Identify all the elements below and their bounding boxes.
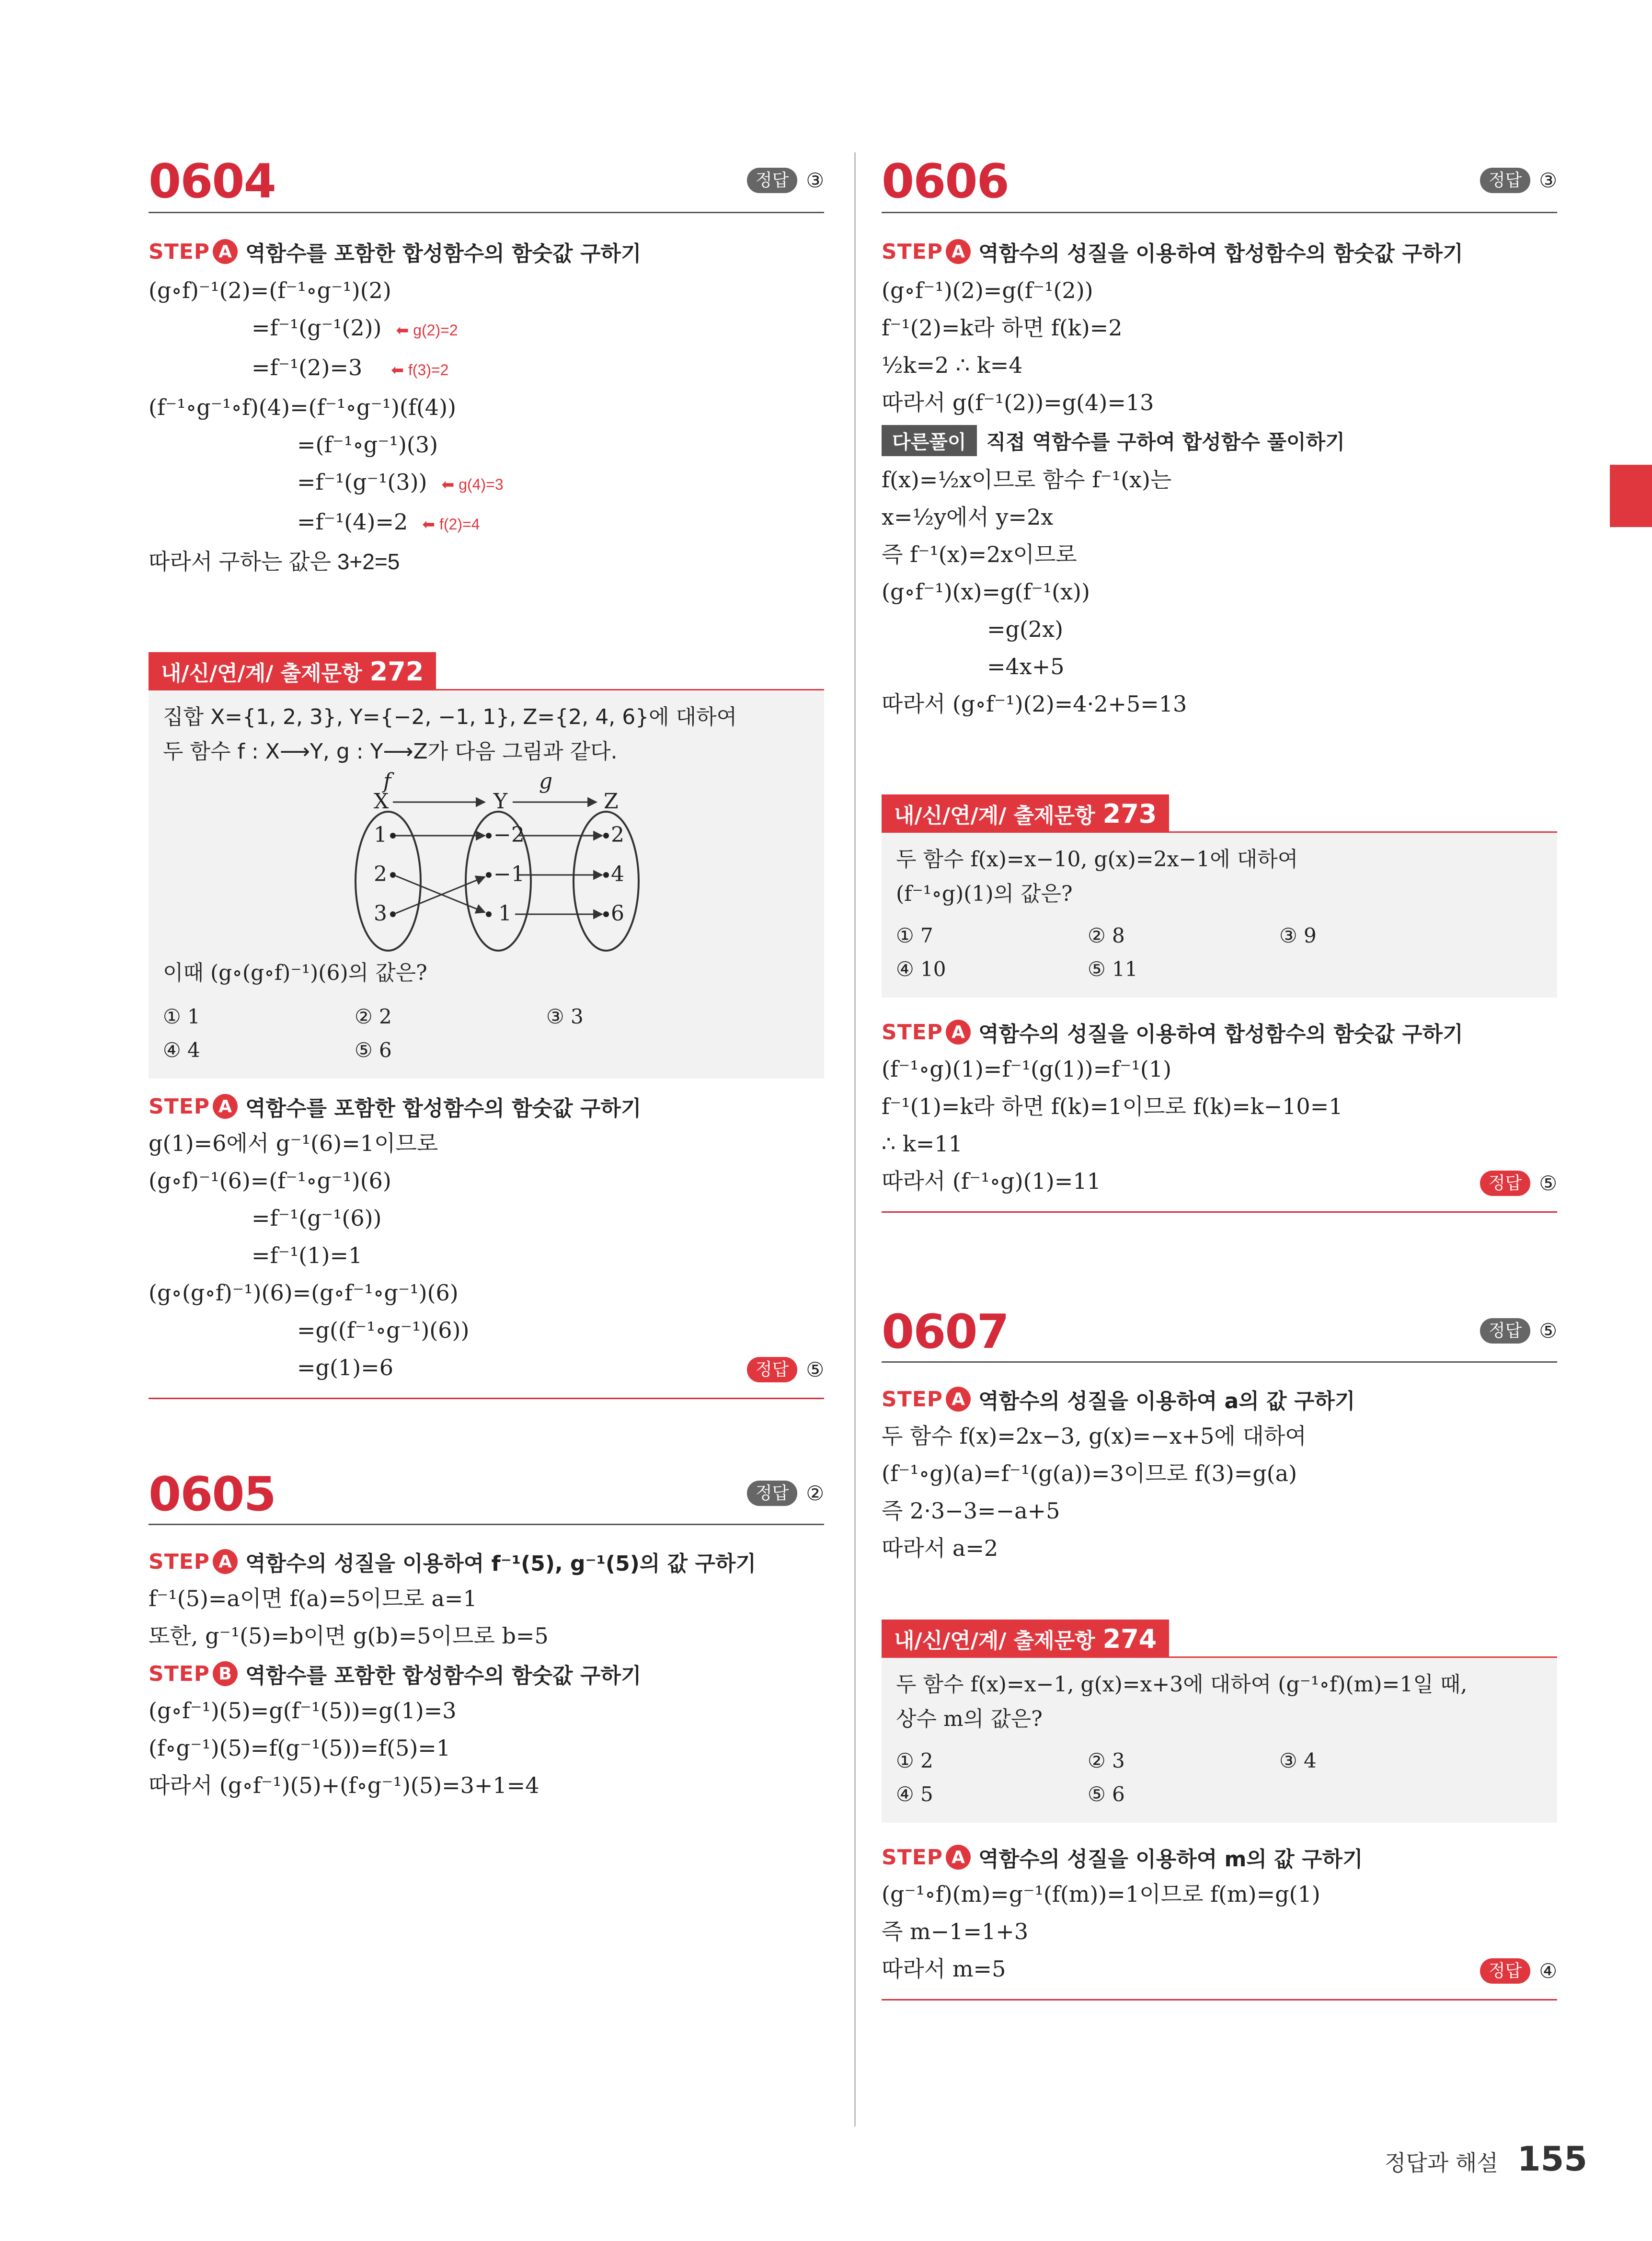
answer-value: ⑤ — [806, 1358, 824, 1381]
point — [603, 872, 609, 878]
line: 따라서 a=2 — [882, 1535, 998, 1561]
step-heading — [882, 236, 1557, 267]
choice: ① 1 — [163, 1005, 200, 1028]
hint-note: ⬅ g(4)=3 — [441, 476, 504, 493]
answer-choices — [896, 1744, 1543, 1811]
answer-indicator — [1480, 1171, 1557, 1196]
band-number: 272 — [369, 656, 424, 687]
alt-title: 직접 역함수를 구하여 합성함수 풀이하기 — [986, 430, 1345, 454]
alternative-solution-heading — [882, 425, 1557, 456]
question-text: 상수 m의 값은? — [896, 1707, 1043, 1731]
section-rule — [882, 1361, 1557, 1363]
mapping-arrow — [396, 877, 485, 913]
point — [486, 872, 492, 878]
choice: ③ 4 — [1279, 1749, 1317, 1772]
right-column — [882, 144, 1557, 2000]
answer-indicator — [747, 1481, 824, 1506]
line: 즉 2·3−3=−a+5 — [882, 1498, 1060, 1524]
set-x-ellipse — [356, 812, 421, 951]
question-text: (f⁻¹∘g)(1)의 값은? — [896, 882, 1073, 906]
left-column — [149, 144, 824, 1804]
step-heading — [882, 1842, 1557, 1873]
line: =f⁻¹(1)=1 — [252, 1242, 363, 1268]
footer-label: 정답과 해설 — [1385, 2150, 1498, 2176]
step-heading — [882, 1384, 1557, 1414]
solution-lines — [882, 1417, 1557, 1567]
choice: ④ 10 — [896, 957, 946, 981]
line: 따라서 (g∘f⁻¹)(5)+(f∘g⁻¹)(5)=3+1=4 — [149, 1772, 539, 1798]
line: (g∘f⁻¹)(x)=g(f⁻¹(x)) — [882, 579, 1090, 605]
point — [603, 833, 609, 839]
line: 따라서 구하는 값은 3+2=5 — [149, 549, 400, 574]
section-rule — [882, 212, 1557, 213]
line: ∴ k=11 — [882, 1131, 963, 1157]
line: (g∘f⁻¹)(2)=g(f⁻¹(2)) — [882, 277, 1093, 303]
problem-number: 0605 — [149, 1467, 275, 1522]
answer-choices — [163, 1000, 810, 1067]
function-mapping-diagram — [163, 771, 805, 953]
answer-indicator — [1480, 1958, 1557, 1984]
line: (f∘g⁻¹)(5)=f(g⁻¹(5))=f(5)=1 — [149, 1735, 451, 1761]
step-heading — [149, 236, 824, 267]
y-element: −2 — [493, 823, 525, 847]
line: f(x)=½x이므로 함수 f⁻¹(x)는 — [882, 467, 1172, 493]
solution-274 — [882, 1842, 1557, 1988]
choice: ③ 9 — [1279, 924, 1317, 947]
answer-indicator — [747, 1357, 824, 1382]
point — [603, 911, 609, 917]
f-label: f — [383, 771, 391, 793]
line: 따라서 (g∘f⁻¹)(2)=4·2+5=13 — [882, 691, 1187, 717]
answer-pill: 정답 — [747, 1357, 798, 1382]
line: f⁻¹(5)=a이면 f(a)=5이므로 a=1 — [149, 1586, 477, 1611]
linked-problem-band — [882, 1620, 1169, 1658]
hint-note: ⬅ f(3)=2 — [391, 361, 449, 379]
answer-value: ③ — [806, 169, 824, 192]
step-letter-badge: A — [946, 1845, 971, 1870]
answer-value: ⑤ — [1539, 1319, 1557, 1343]
choice: ④ 4 — [163, 1038, 200, 1062]
answer-choices — [896, 919, 1543, 986]
line: (g∘f)⁻¹(6)=(f⁻¹∘g⁻¹)(6) — [149, 1168, 391, 1194]
answer-indicator — [747, 168, 824, 193]
choice: ① 2 — [896, 1749, 933, 1772]
problem-0604 — [149, 144, 824, 209]
question-text: 두 함수 f(x)=x−10, g(x)=2x−1에 대하여 — [896, 847, 1298, 872]
g-label: g — [539, 771, 553, 793]
line: (f⁻¹∘g)(a)=f⁻¹(g(a))=3이므로 f(3)=g(a) — [882, 1460, 1297, 1486]
line: 따라서 (f⁻¹∘g)(1)=11 — [882, 1168, 1101, 1194]
step-letter-badge: A — [946, 1020, 971, 1045]
answer-pill: 정답 — [747, 1481, 798, 1506]
solution-273 — [882, 1017, 1557, 1200]
x-element: 1 — [374, 823, 387, 847]
band-number: 274 — [1102, 1623, 1157, 1654]
column-divider — [854, 152, 856, 2126]
line: 즉 f⁻¹(x)=2x이므로 — [882, 541, 1077, 567]
hint-note: ⬅ g(2)=2 — [396, 322, 458, 339]
band-label: 내/신/연/계/ 출제문항 — [161, 661, 362, 686]
choice: ④ 5 — [896, 1782, 933, 1806]
problem-0605 — [149, 1467, 824, 1524]
line: =4x+5 — [987, 654, 1065, 679]
linked-problem-band — [882, 794, 1169, 833]
point — [486, 911, 492, 917]
step-tag: STEP — [149, 1094, 210, 1119]
step-letter-badge: A — [213, 239, 238, 264]
step-heading — [149, 1658, 824, 1689]
alt-tag: 다른풀이 — [882, 425, 977, 456]
step-letter-badge: A — [213, 1094, 238, 1119]
step-letter-badge: A — [213, 1549, 238, 1574]
x-element: 2 — [374, 862, 387, 886]
line: 두 함수 f(x)=2x−3, g(x)=−x+5에 대하여 — [882, 1423, 1307, 1449]
step-tag: STEP — [149, 239, 210, 264]
problem-0607 — [882, 1305, 1557, 1361]
step-tag: STEP — [882, 1845, 943, 1870]
step-title: 역함수의 성질을 이용하여 a의 값 구하기 — [978, 1389, 1355, 1414]
line: (f⁻¹∘g)(1)=f⁻¹(g(1))=f⁻¹(1) — [882, 1056, 1172, 1082]
choice: ⑤ 6 — [355, 1038, 392, 1062]
line: 따라서 m=5 — [882, 1956, 1006, 1982]
line: =f⁻¹(g⁻¹(2)) ⬅ g(2)=2 — [252, 315, 458, 341]
choice: ② 8 — [1088, 924, 1125, 947]
x-element: 3 — [374, 901, 387, 926]
solution-lines — [882, 1875, 1557, 1988]
step-letter-badge: B — [213, 1661, 238, 1686]
question-box — [882, 833, 1557, 998]
question-prompt: 이때 (g∘(g∘f)⁻¹)(6)의 값은? — [163, 961, 427, 985]
line: f⁻¹(1)=k라 하면 f(k)=1이므로 f(k)=k−10=1 — [882, 1093, 1343, 1119]
choice: ② 3 — [1088, 1749, 1125, 1772]
answer-value: ② — [806, 1482, 824, 1505]
step-heading — [149, 1546, 824, 1577]
line: (g∘(g∘f)⁻¹)(6)=(g∘f⁻¹∘g⁻¹)(6) — [149, 1280, 459, 1306]
answer-indicator — [1480, 1318, 1557, 1344]
solution-lines — [149, 1125, 824, 1386]
step-tag: STEP — [882, 239, 943, 264]
set-y-label: Y — [493, 789, 508, 814]
solution-lines — [882, 1050, 1557, 1200]
choice: ⑤ 6 — [1088, 1782, 1125, 1806]
line: =g((f⁻¹∘g⁻¹)(6)) — [297, 1317, 470, 1343]
chapter-side-tab — [1610, 465, 1652, 527]
question-text: 집합 X={1, 2, 3}, Y={−2, −1, 1}, Z={2, 4, 6}에 대하여 — [163, 705, 737, 729]
answer-pill: 정답 — [747, 168, 798, 193]
line: x=½y에서 y=2x — [882, 504, 1054, 530]
set-x-label: X — [374, 789, 389, 814]
step-tag: STEP — [149, 1549, 210, 1574]
line: =f⁻¹(g⁻¹(6)) — [252, 1205, 382, 1231]
line: 즉 m−1=1+3 — [882, 1919, 1029, 1944]
solution-lines — [149, 1692, 824, 1804]
alternative-solution-lines — [882, 461, 1557, 723]
answer-pill: 정답 — [1480, 168, 1531, 193]
band-number: 273 — [1102, 798, 1157, 829]
line: (f⁻¹∘g⁻¹∘f)(4)=(f⁻¹∘g⁻¹)(f(4)) — [149, 394, 457, 420]
point — [486, 833, 492, 839]
line: =f⁻¹(g⁻¹(3)) ⬅ g(4)=3 — [297, 469, 504, 495]
step-heading — [882, 1017, 1557, 1047]
hint-note: ⬅ f(2)=4 — [422, 516, 480, 533]
z-element: 2 — [611, 823, 624, 847]
step-tag: STEP — [149, 1661, 210, 1686]
answer-pill: 정답 — [1480, 1318, 1531, 1344]
step-letter-badge: A — [946, 1387, 971, 1412]
solution-lines — [149, 272, 824, 580]
band-label: 내/신/연/계/ 출제문항 — [894, 1629, 1095, 1653]
step-letter-badge: A — [946, 239, 971, 264]
section-rule — [149, 1524, 824, 1525]
mapping-arrow — [396, 876, 485, 912]
problem-number: 0606 — [882, 154, 1009, 209]
point — [390, 911, 396, 917]
band-rule — [436, 689, 824, 690]
line: ½k=2 ∴ k=4 — [882, 352, 1023, 378]
line: 따라서 g(f⁻¹(2))=g(4)=13 — [882, 390, 1154, 415]
answer-value: ④ — [1539, 1959, 1557, 1983]
choice: ⑤ 11 — [1088, 957, 1138, 981]
section-rule — [149, 212, 824, 213]
answer-pill: 정답 — [1480, 1958, 1531, 1984]
page-footer — [1385, 2139, 1587, 2179]
line: (g∘f⁻¹)(5)=g(f⁻¹(5))=g(1)=3 — [149, 1698, 457, 1724]
band-rule — [1169, 831, 1557, 833]
step-title: 역함수를 포함한 합성함수의 함숫값 구하기 — [245, 1664, 642, 1688]
linked-problem-band — [149, 652, 436, 690]
band-rule — [1169, 1656, 1557, 1658]
step-title: 역함수의 성질을 이용하여 합성함수의 함숫값 구하기 — [978, 241, 1463, 266]
step-title: 역함수를 포함한 합성함수의 함숫값 구하기 — [245, 1096, 642, 1121]
page-number: 155 — [1517, 2139, 1587, 2179]
linked-problem-274 — [882, 1620, 1557, 1823]
answer-indicator — [1480, 168, 1557, 193]
section-rule — [149, 1398, 824, 1399]
line: =f⁻¹(2)=3 ⬅ f(3)=2 — [252, 355, 449, 380]
step-heading — [149, 1091, 824, 1122]
set-z-label: Z — [604, 789, 619, 814]
line: f⁻¹(2)=k라 하면 f(k)=2 — [882, 315, 1123, 341]
choice: ③ 3 — [546, 1005, 584, 1028]
linked-problem-273 — [882, 794, 1557, 998]
solution-272 — [149, 1091, 824, 1386]
line: 또한, g⁻¹(5)=b이면 g(b)=5이므로 b=5 — [149, 1623, 549, 1649]
problem-number: 0607 — [882, 1305, 1009, 1359]
answer-pill: 정답 — [1480, 1171, 1531, 1196]
y-element: 1 — [498, 901, 512, 926]
line: (g∘f)⁻¹(2)=(f⁻¹∘g⁻¹)(2) — [149, 277, 391, 303]
step-tag: STEP — [882, 1020, 943, 1045]
step-title: 역함수를 포함한 합성함수의 함숫값 구하기 — [245, 241, 642, 266]
line: (g⁻¹∘f)(m)=g⁻¹(f(m))=1이므로 f(m)=g(1) — [882, 1881, 1320, 1907]
answer-value: ⑤ — [1539, 1172, 1557, 1195]
step-title: 역함수의 성질을 이용하여 m의 값 구하기 — [978, 1847, 1363, 1872]
z-element: 6 — [611, 901, 624, 926]
line: =(f⁻¹∘g⁻¹)(3) — [297, 432, 438, 458]
question-box — [882, 1658, 1557, 1823]
set-z-ellipse — [574, 812, 639, 951]
line: =f⁻¹(4)=2 ⬅ f(2)=4 — [297, 509, 480, 535]
solution-lines — [882, 272, 1557, 421]
choice: ① 7 — [896, 924, 933, 947]
step-title: 역함수의 성질을 이용하여 f⁻¹(5), g⁻¹(5)의 값 구하기 — [245, 1551, 757, 1576]
point — [390, 872, 396, 878]
solution-lines — [149, 1580, 824, 1655]
line: g(1)=6에서 g⁻¹(6)=1이므로 — [149, 1130, 438, 1156]
answer-value: ③ — [1539, 169, 1557, 192]
line: =g(1)=6 — [297, 1355, 393, 1380]
question-box — [149, 690, 824, 1079]
step-tag: STEP — [882, 1387, 943, 1412]
point — [390, 833, 396, 839]
choice: ② 2 — [355, 1005, 392, 1028]
line: =g(2x) — [987, 616, 1064, 642]
band-label: 내/신/연/계/ 출제문항 — [894, 804, 1095, 828]
y-element: −1 — [493, 862, 525, 886]
linked-problem-272 — [149, 652, 824, 1079]
section-rule — [882, 1211, 1557, 1213]
z-element: 4 — [611, 862, 624, 886]
question-text: 두 함수 f : X⟶Y, g : Y⟶Z가 다음 그림과 같다. — [163, 739, 618, 764]
problem-number: 0604 — [149, 154, 275, 209]
question-text: 두 함수 f(x)=x−1, g(x)=x+3에 대하여 (g⁻¹∘f)(m)=1일 때, — [896, 1672, 1468, 1697]
step-title: 역함수의 성질을 이용하여 합성함수의 함숫값 구하기 — [978, 1022, 1463, 1046]
section-rule — [882, 1999, 1557, 2000]
problem-0606 — [882, 144, 1557, 209]
